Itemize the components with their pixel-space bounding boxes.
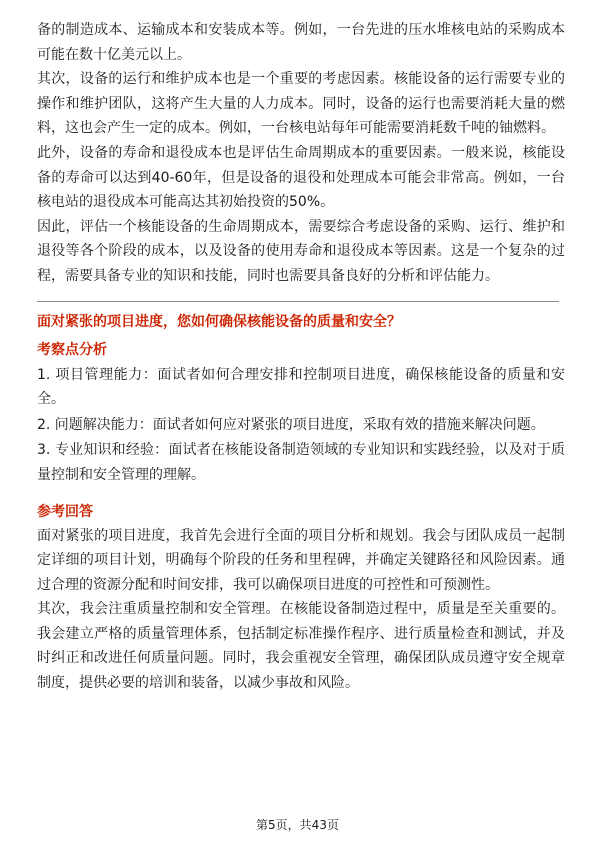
intro-paragraph-3: 此外，设备的寿命和退役成本也是评估生命周期成本的重要因素。一般来说，核能设备的寿命可以达到40-60年，但是设备的退役和处理成本可能会非常高。例如，一台核电站的退役成本可能高达其初始投资的50%。	[37, 144, 565, 211]
document-body	[37, 18, 565, 696]
answer-paragraph-1: 面对紧张的项目进度，我首先会进行全面的项目分析和规划。我会与团队成员一起制定详细的项目计划，明确每个阶段的任务和里程碑，并确定关键路径和风险因素。通过合理的资源分配和时间安排，我可以确保项目进度的可控性和可预测性。	[37, 527, 565, 593]
answer-paragraph-2: 其次，我会注重质量控制和安全管理。在核能设备制造过程中，质量是至关重要的。我会建立严格的质量管理体系，包括制定标准操作程序、进行质量检查和测试，并及时纠正和改进任何质量问题。同时，我会重视安全管理，确保团队成员遵守安全规章制度，提供必要的培训和装备，以减少事故和风险。	[37, 601, 565, 692]
analysis-item-2: 2. 问题解决能力：面试者如何应对紧张的项目进度，采取有效的措施来解决问题。	[37, 416, 545, 433]
intro-paragraph-4: 因此，评估一个核能设备的生命周期成本，需要综合考虑设备的采购、运行、维护和退役等各个阶段的成本，以及设备的使用寿命和退役成本等因素。这是一个复杂的过程，需要具备专业的知识和技能，同时也需要具备良好的分析和评估能力。	[37, 218, 565, 284]
analysis-item-3: 3. 专业知识和经验：面试者在核能设备制造领域的专业知识和实践经验，以及对于质量控制和安全管理的理解。	[37, 442, 565, 483]
intro-paragraph-1: 备的制造成本、运输成本和安装成本等。例如，一台先进的压水堆核电站的采购成本可能在数十亿美元以上。	[37, 22, 565, 63]
question-heading: 面对紧张的项目进度，您如何确保核能设备的质量和安全？	[37, 313, 401, 330]
analysis-heading: 考察点分析	[37, 341, 107, 358]
page-footer: 第5页，共43页	[256, 818, 339, 832]
section-divider	[37, 301, 559, 302]
intro-paragraph-2: 其次，设备的运行和维护成本也是一个重要的考虑因素。核能设备的运行需要专业的操作和维护团队，这将产生大量的人力成本。同时，设备的运行也需要消耗大量的燃料，这也会产生一定的成本。例如，一台核电站每年可能需要消耗数千吨的铀燃料。	[37, 71, 565, 137]
answer-heading: 参考回答	[37, 503, 93, 520]
analysis-item-1: 1. 项目管理能力：面试者如何合理安排和控制项目进度，确保核能设备的质量和安全。	[37, 366, 565, 408]
